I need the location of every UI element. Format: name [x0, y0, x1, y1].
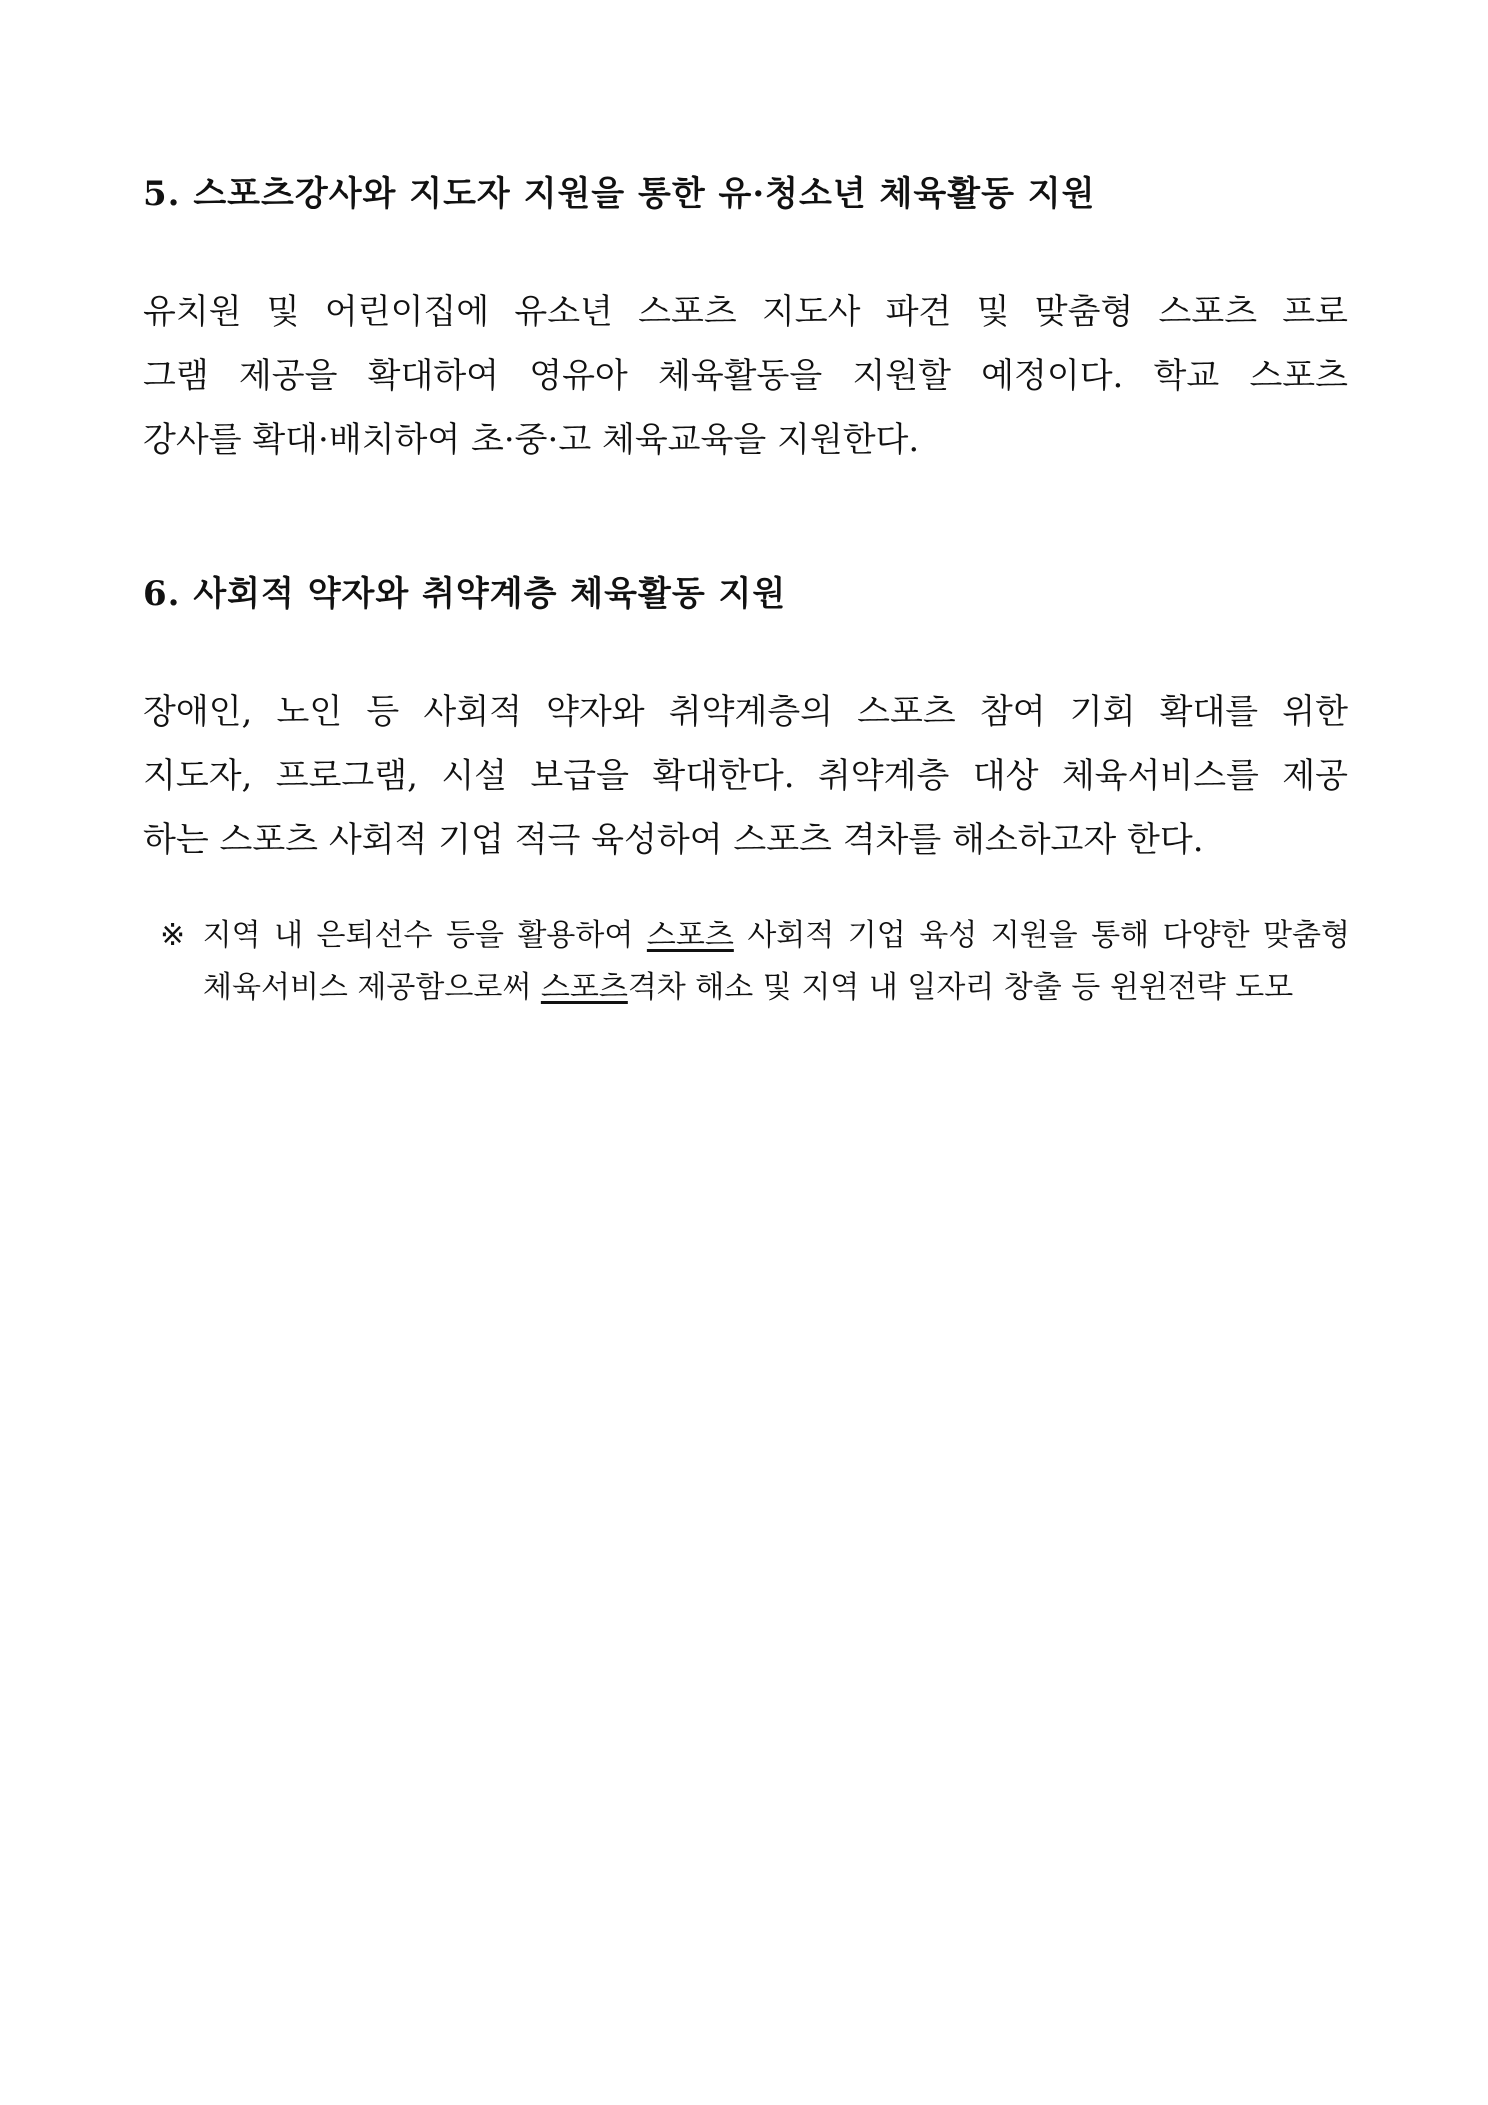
- note-line-1-start: ※ 지역 내 은퇴선수 등을 활용하여: [160, 918, 647, 953]
- section-6-heading: 6. 사회적 약자와 취약계층 체육활동 지원: [143, 574, 787, 614]
- section-6-paragraph: [143, 680, 1348, 872]
- note-line-1: [160, 910, 1350, 962]
- note-line-1-end: 사회적 기업 육성 지원을 통해 다양한 맞춤형: [733, 918, 1350, 953]
- section-6-line: 장애인, 노인 등 사회적 약자와 취약계층의 스포츠 참여 기회 확대를 위한: [143, 692, 1348, 732]
- section-5-heading: 5. 스포츠강사와 지도자 지원을 통한 유·청소년 체육활동 지원: [143, 174, 1096, 214]
- note-underlined-term: 스포츠: [540, 970, 628, 1005]
- section-5-line: 강사를 확대·배치하여 초·중·고 체육교육을 지원한다.: [143, 420, 920, 460]
- section-5-line: 그램 제공을 확대하여 영유아 체육활동을 지원할 예정이다. 학교 스포츠: [143, 356, 1348, 396]
- section-5-paragraph: [143, 280, 1348, 472]
- note-line-2-start: 체육서비스 제공함으로써: [203, 970, 541, 1005]
- section-6-line: 지도자, 프로그램, 시설 보급을 확대한다. 취약계층 대상 체육서비스를 제공: [143, 756, 1348, 796]
- reference-note: [160, 910, 1350, 1014]
- section-5-line: 유치원 및 어린이집에 유소년 스포츠 지도사 파견 및 맞춤형 스포츠 프로: [143, 292, 1348, 332]
- section-6-line: 하는 스포츠 사회적 기업 적극 육성하여 스포츠 격차를 해소하고자 한다.: [143, 820, 1204, 860]
- note-line-2-end: 격차 해소 및 지역 내 일자리 창출 등 윈윈전략 도모: [627, 970, 1294, 1005]
- note-line-2: [160, 962, 1350, 1014]
- note-underlined-term: 스포츠: [646, 918, 734, 953]
